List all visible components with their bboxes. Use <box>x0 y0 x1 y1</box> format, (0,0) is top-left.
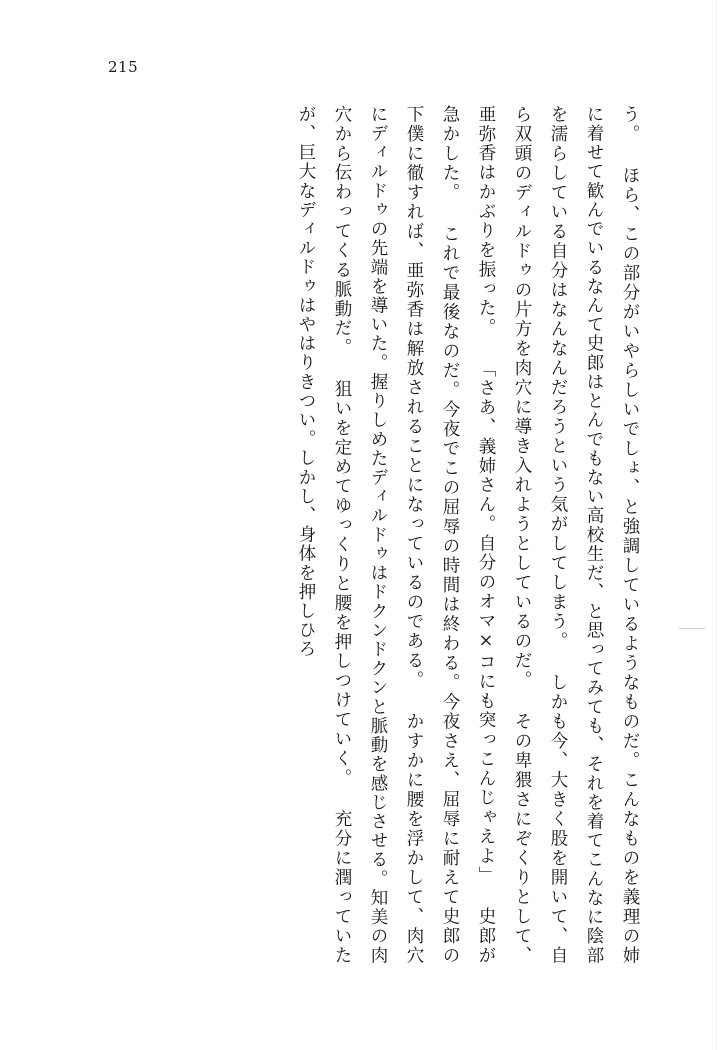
page-number: 215 <box>108 58 139 76</box>
page-body-text <box>72 105 648 965</box>
margin-tick-mark <box>679 628 705 629</box>
body-paragraph: う。 ほら、この部分がいやらしいでしょ、と強調しているようなものだ。こんなものを義理の姉に着せて歓んでいるなんて史郎はとんでもない高校生だ、と思ってみても、それを着てこんなに陰部を濡らしている自分はなんなんだろうという気がしてしまう。 しかも今、大きく股を開いて、自ら双頭のディルドゥの片方を肉穴に導き入れようとしているのだ。 その卑猥さにぞくりとして、亜弥香はかぶりを振った。 「さあ、義姉さん。自分のオマ×コにも突っこんじゃえよ」 史郎が急かした。 これで最後なのだ。今夜でこの屈辱の時間は終わる。今夜さえ、屈辱に耐えて史郎の下僕に徹すれば、亜弥香は解放されることになっているのである。 かすかに腰を浮かして、肉穴にディルドゥの先端を導いた。握りしめたディルドゥはドクンドクンと脈動を感じさせる。知美の肉穴から伝わってくる脈動だ。 狙いを定めてゆっくりと腰を押しつけていく。 充分に潤っていたが、巨大なディルドゥはやはりきつい。しかし、身体を押しひろ <box>296 105 640 965</box>
page-edge-line <box>716 0 717 1050</box>
